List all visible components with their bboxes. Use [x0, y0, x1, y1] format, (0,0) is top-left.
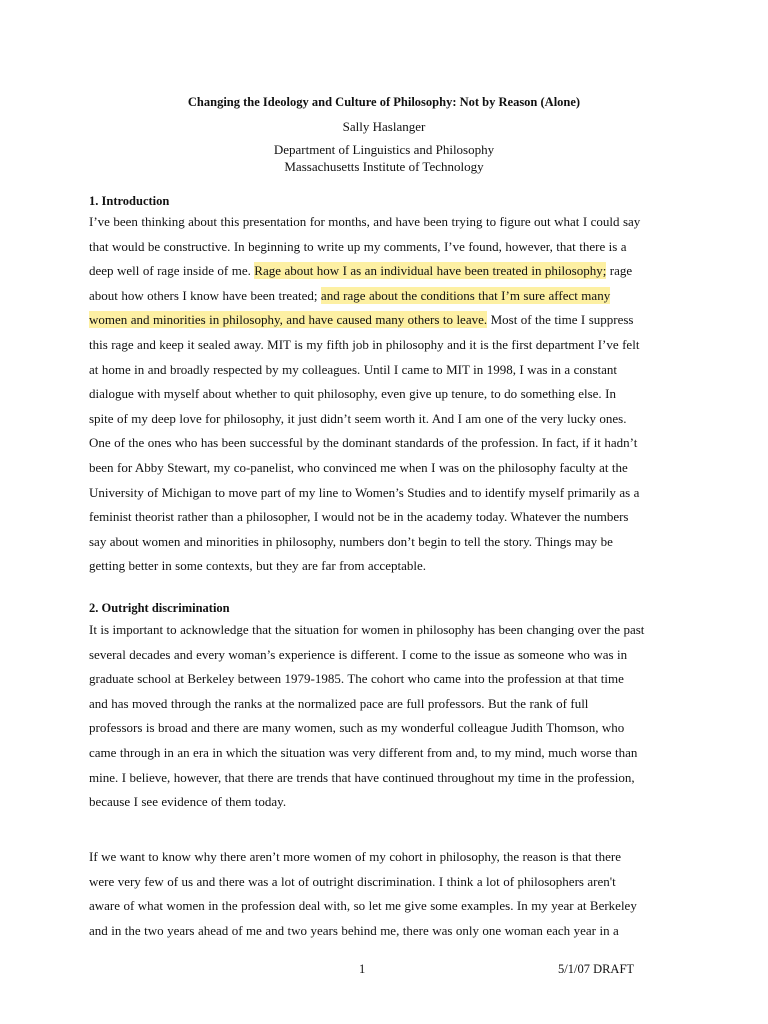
- text-run: Most of the time I suppress: [487, 312, 634, 328]
- text-line: [89, 358, 689, 383]
- text-run: were very few of us and there was a lot of outright discrimination. I think a lot of philosophers aren't: [89, 873, 616, 889]
- text-run: because I see evidence of them today.: [89, 794, 287, 810]
- text-line: [89, 894, 689, 919]
- section-heading-discrimination: 2. Outright discrimination: [89, 601, 230, 615]
- text-run: at home in and broadly respected by my colleagues. Until I came to MIT in 1998, I was in a constant: [89, 361, 617, 377]
- text-line: [89, 716, 689, 741]
- text-line: [89, 919, 689, 944]
- text-line: [89, 505, 689, 530]
- text-line: [89, 618, 689, 643]
- text-run: I’ve been thinking about this presentation for months, and have been trying to figure out what I could say: [89, 214, 641, 229]
- text-line: [89, 766, 689, 791]
- text-line: [89, 643, 689, 668]
- text-run: spite of my deep love for philosophy, it just didn’t seem worth it. And I am one of the very lucky ones.: [89, 410, 627, 426]
- text-run: University of Michigan to move part of my line to Women’s Studies and to identify myself primarily as a: [89, 484, 640, 500]
- text-run: aware of what women in the profession deal with, so let me give some examples. In my year at Berkeley: [89, 898, 637, 914]
- text-run: It is important to acknowledge that the situation for women in philosophy has been changing over the past: [89, 622, 645, 637]
- text-line: [89, 284, 689, 309]
- affiliation-department: Department of Linguistics and Philosophy: [273, 142, 495, 157]
- text-line: [89, 235, 689, 260]
- highlighted-text: women and minorities in philosophy, and have caused many others to leave.: [89, 312, 488, 328]
- paper-title: Changing the Ideology and Culture of Philosophy: Not by Reason (Alone): [187, 95, 581, 109]
- page-number: 1: [359, 962, 366, 976]
- highlighted-text: Rage about how I as an individual have been treated in philosophy;: [254, 263, 607, 279]
- text-run: and has moved through the ranks at the normalized pace are full professors. But the rank of full: [89, 695, 589, 711]
- text-run: deep well of rage inside of me.: [89, 263, 255, 279]
- text-line: [89, 481, 689, 506]
- text-run: came through in an era in which the situation was very different from and, to my mind, much worse than: [89, 744, 638, 760]
- text-run: One of the ones who has been successful by the dominant standards of the profession. In fact, if it hadn’t: [89, 435, 638, 451]
- section-heading-introduction: 1. Introduction: [89, 194, 170, 208]
- text-line: [89, 554, 689, 579]
- paragraph: [89, 210, 689, 579]
- affiliation-institution: Massachusetts Institute of Technology: [284, 158, 484, 174]
- text-run: If we want to know why there aren’t more women of my cohort in philosophy, the reason is that there: [89, 849, 621, 864]
- text-line: [89, 407, 689, 432]
- text-line: [89, 667, 689, 692]
- text-run: this rage and keep it sealed away. MIT is my fifth job in philosophy and it is the first department I’ve felt: [89, 336, 640, 352]
- text-line: [89, 456, 689, 481]
- paragraph: [89, 618, 689, 815]
- text-line: [89, 308, 689, 333]
- text-run: and in the two years ahead of me and two years behind me, there was only one woman each year in a: [89, 922, 619, 938]
- text-line: [89, 333, 689, 358]
- text-run: dialogue with myself about whether to quit philosophy, even give up tenure, to do something else. In: [89, 386, 616, 402]
- text-line: [89, 870, 689, 895]
- text-line: [89, 790, 689, 815]
- text-line: [89, 530, 689, 555]
- text-line: [89, 210, 689, 235]
- text-run: professors is broad and there are many women, such as my wonderful colleague Judith Thomson, who: [89, 720, 625, 736]
- text-run: several decades and every woman’s experience is different. I come to the issue as someone who was in: [89, 646, 628, 662]
- text-run: that would be constructive. In beginning to write up my comments, I’ve found, however, that there is a: [89, 238, 627, 254]
- text-line: [89, 431, 689, 456]
- text-run: getting better in some contexts, but they are far from acceptable.: [89, 558, 426, 574]
- text-line: [89, 741, 689, 766]
- paragraph: [89, 845, 689, 943]
- text-line: [89, 692, 689, 717]
- text-line: [89, 382, 689, 407]
- author-name: Sally Haslanger: [342, 119, 426, 134]
- text-line: [89, 259, 689, 284]
- text-run: feminist theorist rather than a philosopher, I would not be in the academy today. Whatever the numbers: [89, 509, 629, 525]
- text-run: mine. I believe, however, that there are trends that have continued throughout my time in the profession,: [89, 769, 635, 785]
- highlighted-text: and rage about the conditions that I’m sure affect many: [320, 287, 611, 303]
- draft-label: 5/1/07 DRAFT: [558, 962, 635, 976]
- affiliation: [0, 142, 768, 175]
- text-run: say about women and minorities in philosophy, numbers don’t begin to tell the story. Things may be: [89, 533, 613, 549]
- text-run: been for Abby Stewart, my co-panelist, who convinced me when I was on the philosophy faculty at the: [89, 459, 628, 475]
- text-line: [89, 845, 689, 870]
- text-run: graduate school at Berkeley between 1979-1985. The cohort who came into the profession at that time: [89, 671, 624, 687]
- text-run: about how others I know have been treated;: [89, 287, 321, 303]
- text-run: rage: [606, 263, 633, 279]
